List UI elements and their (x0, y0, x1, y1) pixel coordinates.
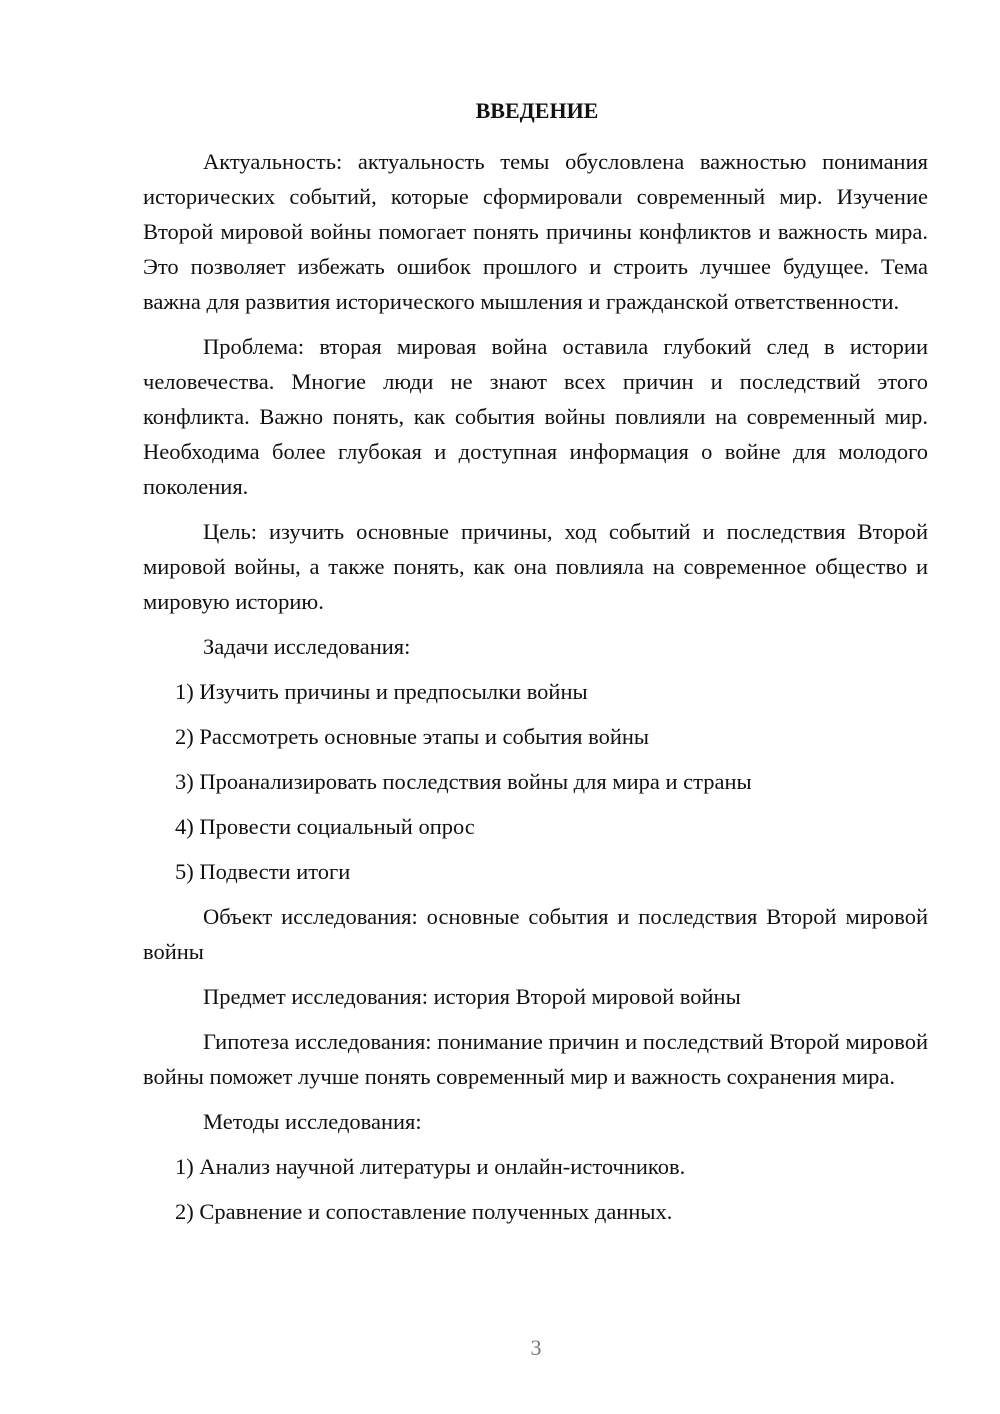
paragraph-object: Объект исследования: основные события и последствия Второй мировой войны (143, 904, 928, 964)
list-item: 2) Сравнение и сопоставление полученных данных. (175, 1199, 673, 1224)
list-item: 5) Подвести итоги (175, 859, 351, 884)
list-item: 1) Изучить причины и предпосылки войны (175, 679, 588, 704)
tasks-list (143, 674, 928, 889)
methods-list (143, 1149, 928, 1229)
methods-heading: Методы исследования: (203, 1109, 422, 1134)
document-page (143, 96, 928, 1239)
document-title: ВВЕДЕНИЕ (475, 98, 599, 123)
page-number: 3 (530, 1335, 542, 1360)
paragraph-hypothesis: Гипотеза исследования: понимание причин и последствий Второй мировой войны поможет лучше понять современный мир и важность сохранения мира. (143, 1029, 928, 1089)
list-item: 2) Рассмотреть основные этапы и события войны (175, 724, 650, 749)
paragraph-problem: Проблема: вторая мировая война оставила глубокий след в истории человечества. Многие люди не знают всех причин и последствий этого конфликта. Важно понять, как события войны повлияли на современный мир. Необходима более глубокая и доступная информация о войне для молодого поколения. (143, 334, 928, 499)
paragraph-relevance: Актуальность: актуальность темы обусловлена важностью понимания исторических событий, которые сформировали современный мир. Изучение Второй мировой войны помогает понять причины конфликтов и важность мира. Это позволяет избежать ошибок прошлого и строить лучшее будущее. Тема важна для развития исторического мышления и гражданской ответственности. (143, 149, 928, 314)
list-item: 3) Проанализировать последствия войны для мира и страны (175, 769, 752, 794)
paragraph-subject: Предмет исследования: история Второй мировой войны (203, 984, 741, 1009)
paragraph-goal: Цель: изучить основные причины, ход событий и последствия Второй мировой войны, а также понять, как она повлияла на современное общество и мировую историю. (143, 519, 928, 614)
tasks-heading: Задачи исследования: (203, 634, 411, 659)
list-item: 4) Провести социальный опрос (175, 814, 475, 839)
list-item: 1) Анализ научной литературы и онлайн-источников. (175, 1154, 686, 1179)
